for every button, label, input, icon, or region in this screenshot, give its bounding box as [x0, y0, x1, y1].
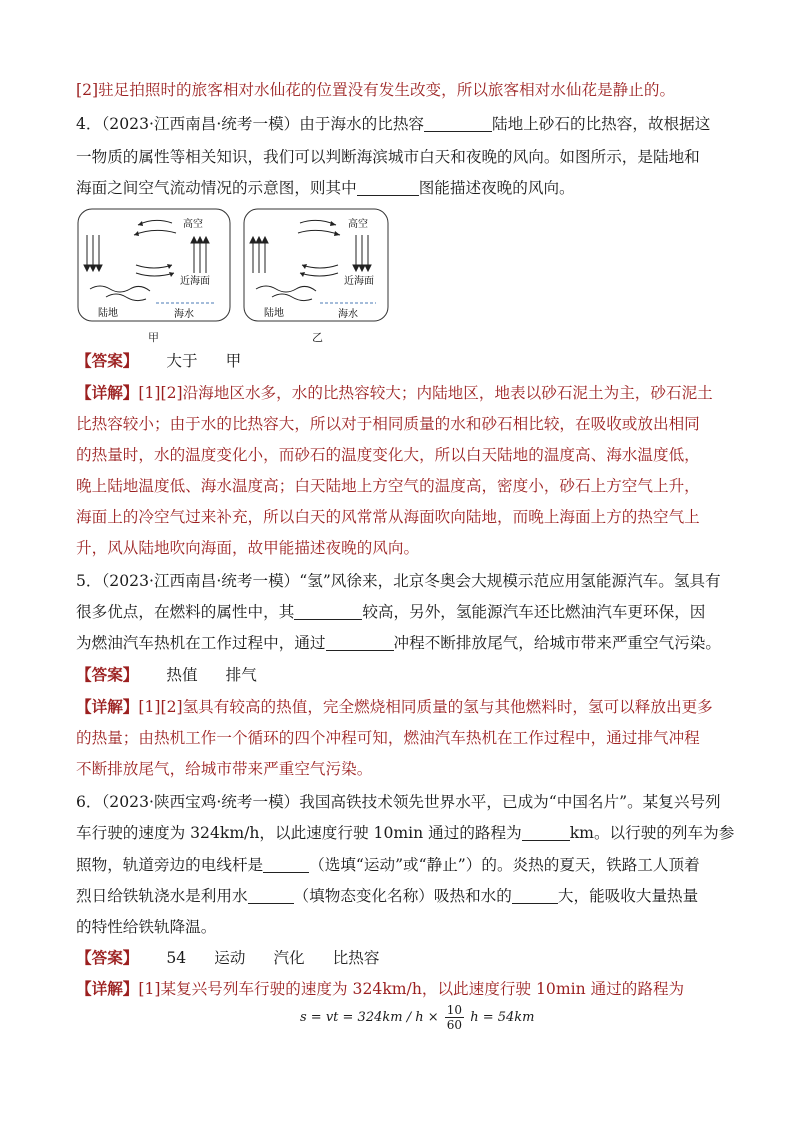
- label-land: 陆地: [98, 308, 118, 319]
- answer-blank: [263, 856, 309, 873]
- label-sea: 海水: [338, 309, 358, 320]
- label-sea: 海水: [174, 309, 194, 320]
- question-6-line-2: 车行驶的速度为 324km/h，以此速度行驶 10min 通过的路程为 km。以行驶的列车为参: [76, 824, 735, 842]
- question-4-line-2: 一物质的属性等相关知识，我们可以判断海滨城市白天和夜晚的风向。如图所示，是陆地和: [76, 148, 700, 166]
- diagram-yi: [242, 207, 554, 344]
- formula-numerator: 10: [446, 1003, 463, 1017]
- detail-4-line-2: 比热容较小；由于水的比热容大，所以对于相同质量的水和砂石相比较，在吸收或放出相同: [76, 415, 700, 433]
- question-6-line-4: 烈日给铁轨浇水是利用水 （填物态变化名称）吸热和水的 大，能吸收大量热量: [76, 887, 699, 905]
- detail-4-line-4: 晚上陆地温度低、海水温度高；白天陆地上方空气的温度高，密度小，砂石上方空气上升，: [76, 477, 700, 495]
- caption-jia: 甲: [148, 331, 159, 344]
- answer-4: 【答案】 大于 甲: [76, 351, 242, 370]
- question-5-line-3: 为燃油汽车热机在工作过程中，通过 冲程不断排放尾气，给城市带来严重空气污染。: [76, 634, 721, 652]
- label-high: 高空: [348, 219, 368, 230]
- question-4-line-3: 海面之间空气流动情况的示意图，则其中 图能描述夜晚的风向。: [76, 179, 575, 197]
- label-near-sea: 近海面: [180, 276, 210, 287]
- question-4-line-1: 4．（2023·江西南昌·统考一模）由于海水的比热容 陆地上砂石的比热容，故根据这: [76, 115, 711, 133]
- formula-fraction: [445, 1003, 464, 1032]
- detail-4-line-1: 【详解】[1][2]沿海地区水多，水的比热容较大；内陆地区，地表以砂石泥土为主，砂石泥土: [76, 383, 713, 402]
- label-land: 陆地: [264, 308, 284, 319]
- land-breeze-diagram: [242, 207, 390, 325]
- formula-rhs: h = 54km: [470, 1010, 535, 1025]
- detail-5-line-3: 不断排放尾气，给城市带来严重空气污染。: [76, 760, 373, 778]
- caption-yi: 乙: [312, 331, 323, 344]
- answer-blank: [326, 634, 394, 651]
- formula: [300, 1003, 534, 1032]
- label-high: 高空: [183, 219, 203, 230]
- answer-blank: [248, 887, 294, 904]
- answer-blank: [424, 115, 492, 132]
- detail-4-line-5: 海面上的冷空气过来补充，所以白天的风常常从海面吹向陆地，而晚上海面上方的热空气上: [76, 508, 700, 526]
- detail-5-line-2: 的热量；由热机工作一个循环的四个冲程可知，燃油汽车热机在工作过程中，通过排气冲程: [76, 729, 700, 747]
- formula-lhs: s = vt = 324km / h ×: [300, 1010, 439, 1025]
- answer-blank: [357, 179, 419, 196]
- answer-blank: [294, 603, 362, 620]
- question-5-line-2: 很多优点，在燃料的属性中，其 较高，另外，氢能源汽车还比燃油汽车更环保，因: [76, 603, 706, 621]
- question-5-line-1: 5．（2023·江西南昌·统考一模）“氢”风徐来，北京冬奥会大规模示范应用氢能源汽车。氢具有: [76, 572, 721, 590]
- question-6-line-3: 照物，轨道旁边的电线杆是 （选填“运动”或“静止”）的。炎热的夏天，铁路工人顶着: [76, 856, 700, 874]
- question-6-line-1: 6．（2023·陕西宝鸡·统考一模）我国高铁技术领先世界水平，已成为“中国名片”。某复兴号列: [76, 793, 721, 811]
- answer-6: 【答案】 54 运动 汽化 比热容: [76, 948, 380, 967]
- sea-breeze-diagram: [76, 207, 234, 325]
- detail-4-line-6: 升，风从陆地吹向海面，故甲能描述夜晚的风向。: [76, 539, 420, 557]
- answer-blank: [512, 887, 558, 904]
- formula-denominator: 60: [446, 1018, 463, 1032]
- question-6-line-5: 的特性给铁轨降温。: [76, 918, 217, 936]
- label-near-sea: 近海面: [344, 276, 374, 287]
- answer-5: 【答案】 热值 排气: [76, 665, 257, 684]
- detail-4-line-3: 的热量时，水的温度变化小，而砂石的温度变化大，所以白天陆地的温度高、海水温度低，: [76, 446, 700, 464]
- answer-blank: [522, 824, 570, 841]
- detail-5-line-1: 【详解】[1][2]氢具有较高的热值，完全燃烧相同质量的氢与其他燃料时，氢可以释放出更多: [76, 697, 713, 716]
- detail-6-line-1: 【详解】[1]某复兴号列车行驶的速度为 324km/h，以此速度行驶 10min 通过的路程为: [76, 979, 685, 998]
- text-line: [2]驻足拍照时的旅客相对水仙花的位置没有发生改变，所以旅客相对水仙花是静止的。: [76, 81, 676, 99]
